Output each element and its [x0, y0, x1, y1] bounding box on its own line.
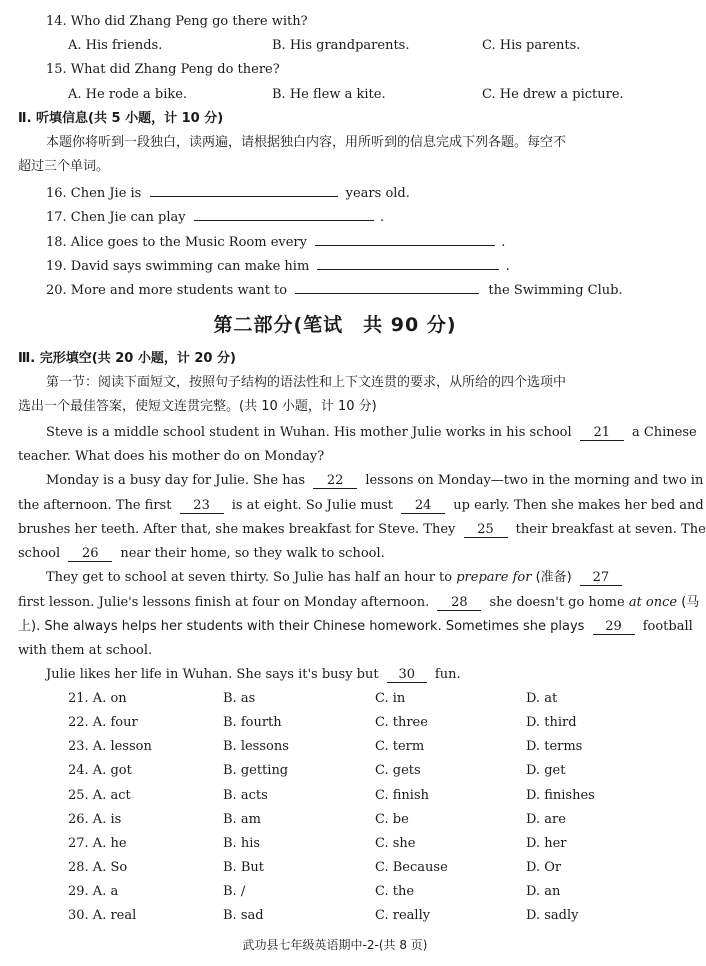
passage-line — [46, 569, 622, 587]
passage-text: lessons on Monday—two in the morning and two in — [365, 473, 704, 488]
question-18 — [46, 231, 505, 252]
question-15-stem: 15. What did Zhang Peng do there? — [46, 62, 280, 77]
choice-c[interactable]: C. in — [375, 691, 406, 706]
choice-a[interactable]: 23. A. lesson — [68, 739, 152, 754]
question-15-options — [68, 86, 648, 104]
choice-b[interactable]: B. sad — [223, 908, 264, 923]
passage-text: Monday is a busy day for Julie. She has — [46, 473, 306, 488]
question-14-options — [68, 37, 648, 55]
passage-text: up early. Then she makes her bed and — [453, 498, 704, 513]
option-b: B. He flew a kite. — [272, 87, 386, 102]
choice-a[interactable]: 29. A. a — [68, 884, 119, 899]
question-16 — [46, 182, 410, 203]
choice-c[interactable]: C. really — [375, 908, 431, 923]
passage-line — [18, 618, 693, 636]
choice-b[interactable]: B. lessons — [223, 739, 289, 754]
choice-d[interactable]: D. get — [526, 763, 566, 778]
choice-b[interactable]: B. getting — [223, 763, 289, 778]
choice-c[interactable]: C. the — [375, 884, 415, 899]
choice-row-30 — [68, 907, 648, 925]
passage-text: their breakfast at seven. The — [515, 522, 706, 537]
section-2-heading: Ⅱ. 听填信息(共 5 小题，计 10 分) — [18, 111, 224, 126]
cloze-blank-29[interactable]: 29 — [593, 620, 635, 635]
passage-text: a Chinese — [631, 425, 697, 440]
choice-row-29 — [68, 883, 648, 901]
passage-line — [18, 545, 385, 563]
section-3-instructions-line2: 选出一个最佳答案，使短文连贯完整。(共 10 小题，计 10 分) — [18, 399, 377, 414]
passage-text: football — [642, 619, 693, 634]
cloze-blank-22[interactable]: 22 — [313, 474, 357, 489]
passage-italic: at once — [628, 595, 678, 610]
question-19-suffix: . — [505, 259, 510, 274]
choice-row-24 — [68, 762, 648, 780]
passage-line — [46, 666, 461, 684]
choice-d[interactable]: D. sadly — [526, 908, 579, 923]
choice-a[interactable]: 21. A. on — [68, 691, 127, 706]
cloze-blank-25[interactable]: 25 — [464, 523, 508, 538]
choice-b[interactable]: B. fourth — [223, 715, 282, 730]
passage-line — [18, 497, 704, 515]
passage-line — [46, 472, 703, 490]
choice-c[interactable]: C. Because — [375, 860, 448, 875]
choice-d[interactable]: D. at — [526, 691, 558, 706]
passage-text: Julie likes her life in Wuhan. She says it's busy but — [46, 667, 379, 682]
option-a: A. He rode a bike. — [68, 87, 188, 102]
question-19-text: 19. David says swimming can make him — [46, 259, 310, 274]
option-c: C. He drew a picture. — [482, 87, 624, 102]
passage-text: 上). She always helps her students with their Chinese homework. Sometimes she plays — [18, 619, 585, 634]
choice-row-26 — [68, 811, 648, 829]
choice-a[interactable]: 26. A. is — [68, 812, 122, 827]
cloze-blank-27[interactable]: 27 — [580, 571, 622, 586]
passage-line — [46, 424, 697, 442]
cloze-blank-24[interactable]: 24 — [401, 499, 445, 514]
question-17-suffix: . — [379, 210, 385, 225]
question-17-text: 17. Chen Jie can play — [46, 210, 186, 225]
answer-blank-17[interactable] — [194, 206, 374, 221]
choice-b[interactable]: B. But — [223, 860, 264, 875]
choice-d[interactable]: D. her — [526, 836, 567, 851]
question-17 — [46, 206, 384, 227]
choice-d[interactable]: D. third — [526, 715, 577, 730]
page-footer: 武功县七年级英语期中-2-(共 8 页) — [242, 938, 428, 952]
passage-line: teacher. What does his mother do on Monday? — [18, 449, 325, 464]
choice-b[interactable]: B. as — [223, 691, 256, 706]
question-18-suffix: . — [501, 235, 506, 250]
question-16-text: 16. Chen Jie is — [46, 186, 142, 201]
choice-c[interactable]: C. she — [375, 836, 416, 851]
question-20-text: 20. More and more students want to — [46, 283, 288, 298]
passage-text: school — [18, 546, 61, 561]
passage-gloss: (准备) — [535, 570, 572, 585]
passage-text: brushes her teeth. After that, she makes breakfast for Steve. They — [18, 522, 456, 537]
choice-row-25 — [68, 787, 648, 805]
passage-line: with them at school. — [18, 643, 153, 658]
passage-text: fun. — [434, 667, 461, 682]
choice-a[interactable]: 27. A. he — [68, 836, 127, 851]
choice-a[interactable]: 25. A. act — [68, 788, 131, 803]
question-18-text: 18. Alice goes to the Music Room every — [46, 235, 307, 250]
choice-c[interactable]: C. be — [375, 812, 409, 827]
choice-a[interactable]: 30. A. real — [68, 908, 137, 923]
choice-a[interactable]: 24. A. got — [68, 763, 132, 778]
question-14-stem: 14. Who did Zhang Peng go there with? — [46, 14, 308, 29]
choice-d[interactable]: D. finishes — [526, 788, 595, 803]
passage-text: the afternoon. The first — [18, 498, 172, 513]
choice-row-22 — [68, 714, 648, 732]
question-20-suffix: the Swimming Club. — [488, 283, 623, 298]
choice-a[interactable]: 28. A. So — [68, 860, 128, 875]
choice-d[interactable]: D. an — [526, 884, 561, 899]
question-19 — [46, 255, 510, 276]
passage-text: is at eight. So Julie must — [231, 498, 394, 513]
cloze-blank-26[interactable]: 26 — [68, 547, 112, 562]
choice-b[interactable]: B. his — [223, 836, 261, 851]
choice-c[interactable]: C. three — [375, 715, 428, 730]
passage-line — [18, 521, 706, 539]
choice-b[interactable]: B. am — [223, 812, 261, 827]
option-a: A. His friends. — [68, 38, 163, 53]
part-2-title: 第二部分(笔试 共 90 分) — [213, 314, 457, 336]
section-3-heading: Ⅲ. 完形填空(共 20 小题，计 20 分) — [18, 351, 236, 366]
section-2-instructions-line2: 超过三个单词。 — [18, 159, 110, 174]
passage-text: Steve is a middle school student in Wuhan. His mother Julie works in his school — [46, 425, 572, 440]
choice-row-27 — [68, 835, 648, 853]
cloze-blank-30[interactable]: 30 — [387, 668, 427, 683]
choice-c[interactable]: C. term — [375, 739, 425, 754]
section-2-instructions-line1: 本题你将听到一段独白，读两遍，请根据独白内容，用所听到的信息完成下列各题。每空不 — [46, 135, 567, 150]
section-3-instructions-line1: 第一节：阅读下面短文，按照句子结构的语法性和上下文连贯的要求，从所给的四个选项中 — [46, 375, 567, 390]
cloze-blank-28[interactable]: 28 — [437, 596, 481, 611]
choice-a[interactable]: 22. A. four — [68, 715, 138, 730]
choice-d[interactable]: D. Or — [526, 860, 562, 875]
choice-d[interactable]: D. are — [526, 812, 566, 827]
choice-b[interactable]: B. / — [223, 884, 246, 899]
question-16-suffix: years old. — [345, 186, 410, 201]
passage-text: first lesson. Julie's lessons finish at four on Monday afternoon. — [18, 595, 430, 610]
cloze-blank-23[interactable]: 23 — [180, 499, 224, 514]
answer-blank-19[interactable] — [317, 255, 499, 270]
passage-gloss: (马 — [681, 595, 700, 610]
question-20 — [46, 279, 623, 300]
choice-c[interactable]: C. gets — [375, 763, 421, 778]
choice-c[interactable]: C. finish — [375, 788, 429, 803]
passage-text: she doesn't go home — [489, 595, 625, 610]
choice-b[interactable]: B. acts — [223, 788, 268, 803]
passage-text: near their home, so they walk to school. — [120, 546, 385, 561]
passage-italic: prepare for — [456, 570, 532, 585]
answer-blank-20[interactable] — [295, 279, 479, 294]
option-b: B. His grandparents. — [272, 38, 410, 53]
choice-row-28 — [68, 859, 648, 877]
answer-blank-16[interactable] — [150, 182, 338, 197]
choice-row-21 — [68, 690, 648, 708]
answer-blank-18[interactable] — [315, 231, 495, 246]
cloze-blank-21[interactable]: 21 — [580, 426, 624, 441]
choice-d[interactable]: D. terms — [526, 739, 583, 754]
passage-text: They get to school at seven thirty. So Julie has half an hour to — [46, 570, 453, 585]
passage-line — [18, 594, 699, 612]
choice-row-23 — [68, 738, 648, 756]
option-c: C. His parents. — [482, 38, 581, 53]
